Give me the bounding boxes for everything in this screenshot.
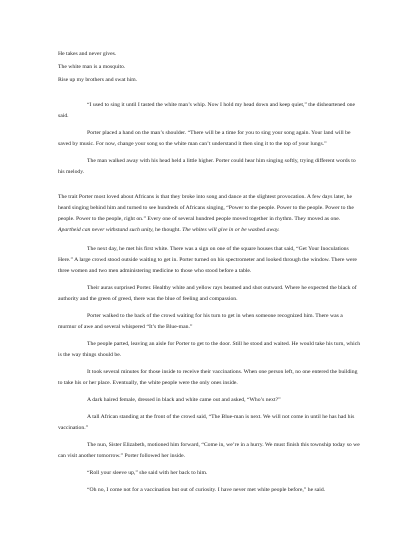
paragraph: The man walked away with his head held a little higher. Porter could hear him singing softly, trying different words to his melody.: [58, 158, 356, 175]
poem-line: Rise up my brothers and swat him.: [58, 77, 138, 83]
poem-line: The white man is a mosquito.: [58, 64, 126, 70]
paragraph: The next day, he met his first white. There was a sign on one of the square houses that said, “Get Your Inoculations Here.” A large crowd stood outside waiting to get in. Porter turned on his spectrometer and looked through the window. There were three women and two men administering medicine to those who stood before a table.: [58, 246, 357, 274]
poem-stanza: [58, 49, 362, 86]
paragraph: [58, 192, 362, 236]
poem-line: He takes and never gives.: [58, 51, 117, 57]
paragraph: It took several minutes for those inside to receive their vaccinations. When one person left, no one entered the building to take his or her place. Eventually, the white people were the only ones inside.: [58, 369, 358, 386]
paragraph: Their auras surprised Porter. Healthy white and yellow rays beamed and shot outward. Where he expected the black of authority and the green of greed, there was the blue of feeling and compassion.: [58, 285, 357, 302]
paragraph-text: he thought.: [155, 227, 181, 233]
italic-thought: Apartheid can never withstand such unity,: [58, 227, 154, 233]
paragraph: “I used to sing it until I tasted the white man’s whip. Now I hold my head down and keep quiet,” the disheartened one said.: [58, 102, 356, 119]
paragraph: “Oh no, I come not for a vaccination but out of curiosity. I have never met white people before,” he said.: [87, 487, 326, 493]
paragraph: Porter walked to the back of the crowd waiting for his turn to get in when someone recognized him. There was a murmur of awe and several whispered “It’s the Blue-man.”: [58, 313, 343, 330]
paragraph: The nun, Sister Elizabeth, motioned him forward, “Come in, we’re in a hurry. We must finish this township today so we can visit another tomorrow.” Porter followed her inside.: [58, 442, 360, 459]
paragraph: “Roll your sleeve up,” she said with her back to him.: [87, 470, 208, 476]
paragraph: The people parted, leaving an aisle for Porter to get to the door. Still he stood and waited. He would take his turn, which is the way things should be.: [58, 341, 361, 358]
paragraph: A dark haired female, dressed in black and white came out and asked, “Who’s next?”: [87, 397, 281, 403]
paragraph-text: The trait Porter most loved about Africans is that they broke into song and dance at the slightest provocation. A few days later, he heard singing behind him and turned to see hundreds of Africans singing, “Power to the people. Power to the people. Power to the people. Power to the people, right on.” Every one of several hundred people moved together in rhythm. They moved as one.: [58, 194, 354, 222]
italic-thought: The whites will give in or be washed away.: [182, 227, 280, 233]
paragraph: Porter placed a hand on the man’s shoulder. “There will be a time for you to sing your song again. Your land will be saved by music. For now, change your song so the white man can’t understand it then sing it to the top of your lungs.”: [58, 130, 351, 147]
paragraph: A tall African standing at the front of the crowd said, “The Blue-man is next. We will not come in until he has had his vaccination.”: [58, 414, 355, 431]
